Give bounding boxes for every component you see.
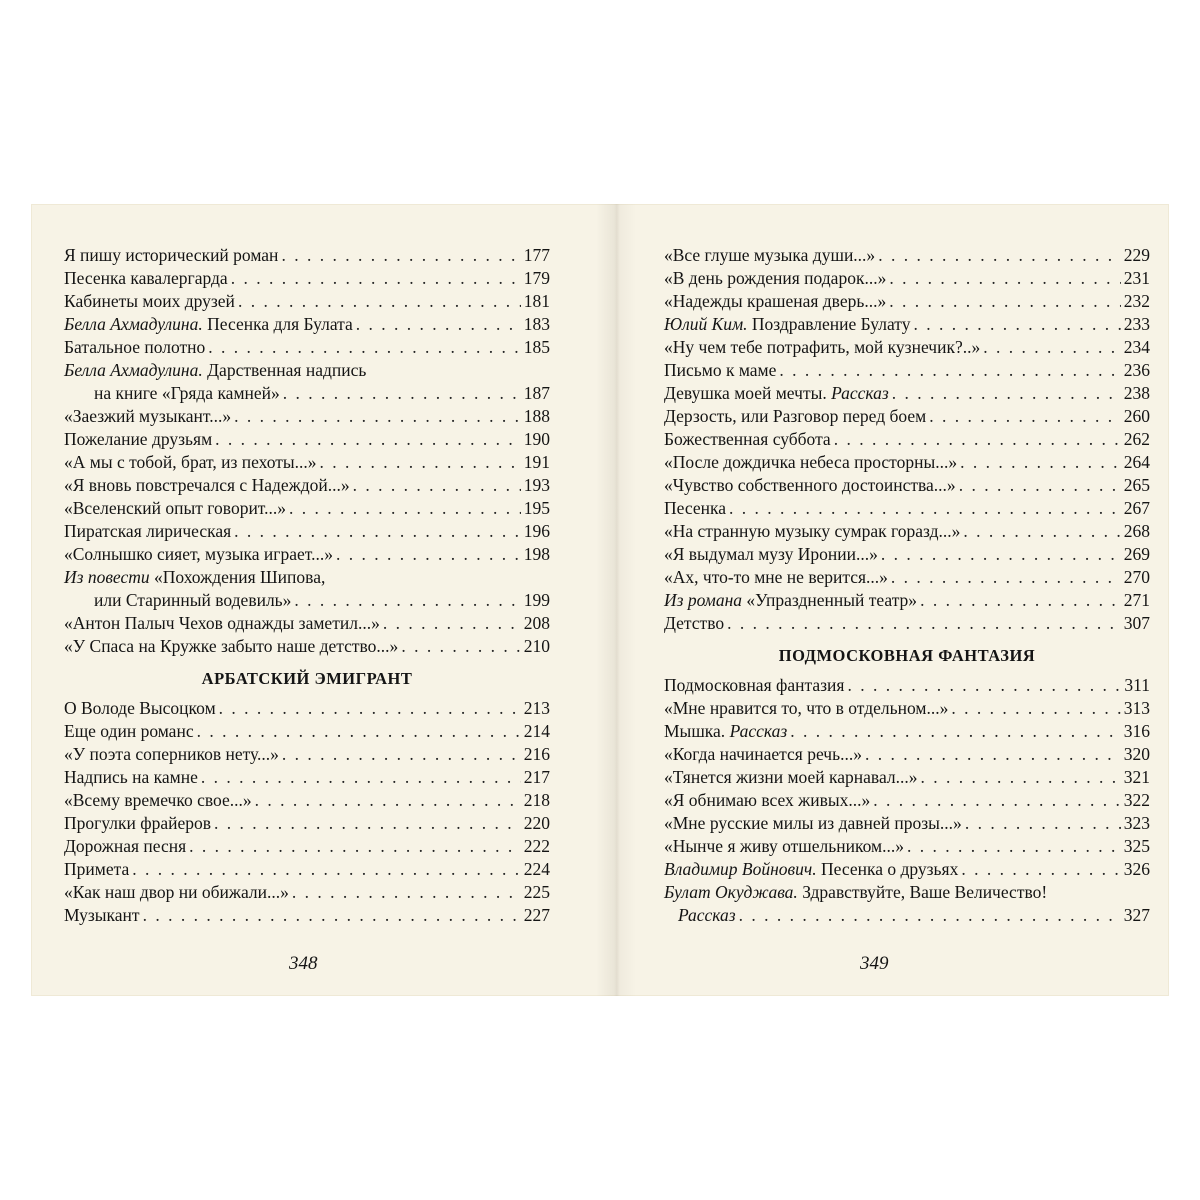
toc-entry-text: «Ну чем тебе потрафить, мой кузнечик?..» (664, 337, 981, 357)
toc-entry (664, 543, 1150, 566)
toc-entry-page: 234 (1123, 337, 1150, 357)
page-number: 348 (289, 953, 318, 974)
toc-entry-title (64, 881, 289, 904)
toc-entry-page: 320 (1123, 744, 1150, 764)
toc-entry-text: О Володе Высоцком (64, 698, 216, 718)
toc-entry-text: «Заезжий музыкант...» (64, 406, 232, 426)
toc-list (664, 674, 1150, 927)
toc-entry (64, 835, 550, 858)
toc-entry (64, 313, 550, 336)
toc-entry-text: «Я обнимаю всех живых...» (664, 790, 871, 810)
toc-entry-title (94, 589, 291, 612)
leader-dots (892, 382, 1121, 405)
toc-entry (64, 405, 550, 428)
leader-dots (383, 612, 521, 635)
toc-entry-text: Дарственная надпись (202, 360, 367, 380)
toc-entry-text: Надпись на камне (64, 767, 198, 787)
toc-entry-title (664, 405, 926, 428)
toc-entry-title (664, 743, 862, 766)
leader-dots (255, 789, 521, 812)
toc-entry (64, 766, 550, 789)
toc-entry-page: 229 (1123, 245, 1150, 265)
toc-entry-title (664, 812, 962, 835)
toc-entry-title (64, 635, 398, 658)
leader-dots (189, 835, 521, 858)
toc-entry (64, 497, 550, 520)
toc-entry-page: 199 (523, 590, 550, 610)
leader-dots (197, 720, 521, 743)
toc-entry-page: 181 (523, 291, 550, 311)
toc-entry-title (64, 359, 366, 382)
toc-entry-text: «Вселенский опыт говорит...» (64, 498, 287, 518)
toc-entry-text: «Всему времечко свое...» (64, 790, 252, 810)
toc-entry (664, 497, 1150, 520)
toc-entry-page: 214 (523, 721, 550, 741)
leader-dots (201, 766, 521, 789)
toc-entry-text: «Мне нравится то, что в отдельном...» (664, 698, 949, 718)
leader-dots (913, 313, 1120, 336)
toc-entry (64, 697, 550, 720)
toc-entry (664, 881, 1150, 904)
toc-entry-author: Из романа (664, 590, 743, 610)
toc-entry-title (94, 382, 280, 405)
toc-entry-text: «После дождичка небеса просторны...» (664, 452, 958, 472)
toc-entry-text: или Старинный водевиль» (94, 590, 292, 610)
leader-dots (951, 697, 1120, 720)
toc-entry-title (64, 697, 216, 720)
toc-entry-text: Музыкант (64, 905, 140, 925)
toc-entry (664, 789, 1150, 812)
leader-dots (238, 290, 521, 313)
leader-dots (983, 336, 1121, 359)
toc-entry-title (664, 881, 1047, 904)
leader-dots (959, 474, 1121, 497)
toc-entry (664, 267, 1150, 290)
toc-entry-genre: Рассказ (678, 905, 736, 925)
toc-entry-title (64, 858, 129, 881)
toc-entry-title (64, 313, 353, 336)
toc-entry-text: Девушка моей мечты. (664, 383, 832, 403)
toc-entry-title (664, 789, 870, 812)
toc-entry-genre: Рассказ (729, 721, 788, 741)
toc-entry-text: «Ах, что-то мне не верится...» (664, 567, 888, 587)
toc-entry-page: 321 (1123, 767, 1150, 787)
leader-dots (889, 290, 1121, 313)
toc-entry-page: 220 (523, 813, 550, 833)
toc-entry-page: 232 (1123, 291, 1150, 311)
toc-entry-page: 210 (523, 636, 550, 656)
toc-entry-title (664, 451, 957, 474)
leader-dots (847, 674, 1121, 697)
toc-entry-page: 264 (1123, 452, 1150, 472)
toc-entry-text: Подмосковная фантазия (664, 675, 845, 695)
toc-entry-page: 222 (523, 836, 550, 856)
toc-entry (64, 812, 550, 835)
toc-entry-author: Булат Окуджава. (664, 882, 798, 902)
toc-entry-title (664, 474, 956, 497)
toc-entry-title (664, 290, 886, 313)
toc-entry-text: Песенка о друзьях (816, 859, 959, 879)
leader-dots (292, 881, 521, 904)
toc-entry (64, 743, 550, 766)
toc-entry (64, 382, 550, 405)
toc-entry-page: 213 (523, 698, 550, 718)
toc-entry-title (64, 244, 278, 267)
toc-entry (64, 290, 550, 313)
toc-entry (64, 858, 550, 881)
toc-entry-title (664, 766, 917, 789)
toc-entry-title (64, 812, 211, 835)
toc-entry-page: 185 (523, 337, 550, 357)
toc-entry-title (64, 743, 279, 766)
leader-dots (219, 697, 521, 720)
leader-dots (234, 405, 521, 428)
toc-entry (664, 244, 1150, 267)
toc-entry-page: 260 (1123, 406, 1150, 426)
toc-entry (664, 612, 1150, 635)
leader-dots (143, 904, 521, 927)
toc-entry-text: Кабинеты моих друзей (64, 291, 235, 311)
toc-entry-text: «Когда начинается речь...» (664, 744, 862, 764)
toc-entry-page: 323 (1123, 813, 1150, 833)
toc-entry-title (64, 566, 325, 589)
toc-entry-title (664, 566, 888, 589)
leader-dots (834, 428, 1121, 451)
toc-entry-title (664, 589, 917, 612)
leader-dots (214, 812, 521, 835)
toc-entry-text: Детство (664, 613, 725, 633)
leader-dots (963, 520, 1120, 543)
toc-entry-title (64, 789, 252, 812)
leader-dots (965, 812, 1121, 835)
toc-entry-page: 267 (1123, 498, 1150, 518)
toc-entry-title (664, 313, 910, 336)
leader-dots (336, 543, 521, 566)
right-page-toc (664, 244, 1150, 927)
toc-entry-page: 269 (1123, 544, 1150, 564)
toc-entry-page: 217 (523, 767, 550, 787)
toc-entry-text: «У поэта соперников нету...» (64, 744, 279, 764)
toc-entry (664, 382, 1150, 405)
toc-entry (664, 835, 1150, 858)
toc-entry-page: 195 (523, 498, 550, 518)
toc-entry-text: Пиратская лирическая (64, 521, 232, 541)
toc-entry-text: «Я выдумал музу Иронии...» (664, 544, 878, 564)
toc-entry-title (678, 904, 736, 927)
toc-entry-text: Еще один романс (64, 721, 194, 741)
leader-dots (401, 635, 520, 658)
toc-entry (64, 520, 550, 543)
leader-dots (281, 244, 520, 267)
toc-entry-title (664, 497, 726, 520)
toc-entry (664, 520, 1150, 543)
toc-entry-title (64, 904, 140, 927)
toc-entry (64, 244, 550, 267)
toc-entry-text: «Солнышко сияет, музыка играет...» (64, 544, 333, 564)
toc-entry-page: 327 (1123, 905, 1150, 925)
toc-entry (664, 566, 1150, 589)
toc-entry-text: «У Спаса на Кружке забыто наше детство...» (64, 636, 399, 656)
toc-entry (64, 904, 550, 927)
toc-entry-page: 190 (523, 429, 550, 449)
leader-dots (961, 858, 1120, 881)
toc-entry-text: Поздравление Булату (747, 314, 911, 334)
toc-entry (664, 904, 1150, 927)
toc-entry-title (64, 766, 198, 789)
toc-entry (64, 612, 550, 635)
toc-entry-page: 187 (523, 383, 550, 403)
toc-entry-text: «Упраздненный театр» (742, 590, 918, 610)
toc-entry-page: 262 (1123, 429, 1150, 449)
leader-dots (215, 428, 521, 451)
toc-entry (664, 697, 1150, 720)
toc-entry (664, 451, 1150, 474)
toc-entry (64, 428, 550, 451)
toc-entry-genre: Рассказ (831, 383, 889, 403)
toc-entry-title (64, 428, 212, 451)
left-page-toc (64, 244, 550, 927)
toc-entry-title (64, 451, 317, 474)
toc-list (64, 244, 550, 658)
toc-entry-title (664, 359, 776, 382)
toc-entry (64, 359, 550, 382)
leader-dots (878, 244, 1121, 267)
toc-entry-page: 216 (523, 744, 550, 764)
toc-entry (64, 566, 550, 589)
toc-entry (664, 474, 1150, 497)
toc-entry-text: «Мне русские милы из давней прозы...» (664, 813, 962, 833)
toc-entry-text: Прогулки фрайеров (64, 813, 212, 833)
toc-entry-title (64, 835, 186, 858)
toc-entry-page: 193 (523, 475, 550, 495)
toc-entry-page: 179 (523, 268, 550, 288)
toc-entry-text: «В день рождения подарок...» (664, 268, 887, 288)
toc-entry-page: 218 (523, 790, 550, 810)
toc-entry (64, 336, 550, 359)
toc-entry-text: Пожелание друзьям (64, 429, 213, 449)
toc-entry-page: 188 (523, 406, 550, 426)
toc-entry (664, 359, 1150, 382)
leader-dots (865, 743, 1121, 766)
toc-entry-title (64, 474, 350, 497)
leader-dots (234, 520, 521, 543)
section-title: ПОДМОСКОВНАЯ ФАНТАЗИЯ (778, 646, 1036, 665)
toc-entry-text: «Я вновь повстречался с Надеждой...» (64, 475, 350, 495)
book-gutter (596, 204, 636, 996)
toc-entry-page: 268 (1123, 521, 1150, 541)
toc-entry-page: 208 (523, 613, 550, 633)
toc-entry-text: «Как наш двор ни обижали...» (64, 882, 289, 902)
toc-entry-page: 307 (1123, 613, 1150, 633)
toc-entry-page: 177 (523, 245, 550, 265)
toc-entry-page: 271 (1123, 590, 1150, 610)
leader-dots (891, 566, 1121, 589)
toc-entry-title (64, 290, 235, 313)
leader-dots (873, 789, 1120, 812)
leader-dots (920, 589, 1121, 612)
toc-entry-title (64, 497, 286, 520)
leader-dots (356, 313, 521, 336)
toc-entry (664, 766, 1150, 789)
toc-entry-text: «А мы с тобой, брат, из пехоты...» (64, 452, 317, 472)
leader-dots (727, 612, 1121, 635)
toc-entry-text: Примета (64, 859, 130, 879)
toc-entry-text: Дорожная песня (64, 836, 187, 856)
page-number: 349 (860, 953, 889, 974)
toc-entry-author: Владимир Войнович. (664, 859, 817, 879)
toc-entry-title (64, 405, 231, 428)
toc-entry-text: «Антон Палыч Чехов однажды заметил...» (64, 613, 380, 633)
toc-entry-text: «Нынче я живу отшельником...» (664, 836, 904, 856)
toc-entry (64, 720, 550, 743)
toc-entry-page: 227 (523, 905, 550, 925)
toc-entry-text: Батальное полотно (64, 337, 206, 357)
toc-entry (664, 743, 1150, 766)
toc-entry-page: 198 (523, 544, 550, 564)
toc-entry (664, 720, 1150, 743)
toc-entry-author: Юлий Ким. (664, 314, 748, 334)
leader-dots (283, 382, 521, 405)
toc-entry (64, 451, 550, 474)
leader-dots (729, 497, 1121, 520)
leader-dots (282, 743, 521, 766)
toc-entry-title (664, 720, 787, 743)
toc-entry-author: Из повести (64, 567, 150, 587)
toc-entry (64, 589, 550, 612)
toc-entry (664, 336, 1150, 359)
toc-entry-title (64, 612, 380, 635)
toc-entry-title (664, 674, 844, 697)
toc-entry-page: 236 (1123, 360, 1150, 380)
leader-dots (929, 405, 1121, 428)
leader-dots (208, 336, 521, 359)
toc-entry-page: 196 (523, 521, 550, 541)
toc-entry-page: 265 (1123, 475, 1150, 495)
leader-dots (960, 451, 1121, 474)
toc-entry-page: 270 (1123, 567, 1150, 587)
toc-entry-page: 313 (1123, 698, 1150, 718)
toc-entry-title (664, 267, 886, 290)
toc-entry (64, 543, 550, 566)
toc-entry-page: 225 (523, 882, 550, 902)
toc-entry-text: Мышка. (664, 721, 730, 741)
toc-entry-title (664, 858, 958, 881)
toc-entry (664, 405, 1150, 428)
toc-entry-text: «Похождения Шипова, (149, 567, 326, 587)
section-title: АРБАТСКИЙ ЭМИГРАНТ (201, 669, 413, 688)
leader-dots (907, 835, 1121, 858)
toc-entry-text: Письмо к маме (664, 360, 777, 380)
toc-entry-text: Дерзость, или Разговор перед боем (664, 406, 927, 426)
toc-entry-text: Здравствуйте, Ваше Величество! (797, 882, 1048, 902)
leader-dots (294, 589, 520, 612)
leader-dots (320, 451, 521, 474)
toc-entry (664, 290, 1150, 313)
toc-entry-text: Песенка (664, 498, 726, 518)
toc-entry-page: 316 (1123, 721, 1150, 741)
toc-entry-page: 322 (1123, 790, 1150, 810)
toc-entry (664, 313, 1150, 336)
toc-entry-title (64, 520, 231, 543)
toc-entry (64, 267, 550, 290)
toc-entry-page: 238 (1123, 383, 1150, 403)
toc-entry-text: «Тянется жизни моей карнавал...» (664, 767, 918, 787)
toc-entry-page: 191 (523, 452, 550, 472)
toc-entry-title (664, 520, 960, 543)
toc-entry-title (664, 612, 724, 635)
leader-dots (353, 474, 521, 497)
toc-entry (64, 474, 550, 497)
leader-dots (920, 766, 1120, 789)
toc-entry-title (64, 543, 333, 566)
toc-entry-text: «Чувство собственного достоинства...» (664, 475, 956, 495)
toc-entry-page: 326 (1123, 859, 1150, 879)
leader-dots (132, 858, 521, 881)
leader-dots (739, 904, 1121, 927)
leader-dots (779, 359, 1120, 382)
toc-entry-title (664, 382, 889, 405)
toc-entry (64, 635, 550, 658)
toc-entry (664, 858, 1150, 881)
toc-entry-title (64, 720, 194, 743)
toc-entry-title (664, 336, 980, 359)
leader-dots (790, 720, 1121, 743)
toc-entry-page: 325 (1123, 836, 1150, 856)
toc-entry (664, 428, 1150, 451)
toc-entry (64, 881, 550, 904)
toc-entry (64, 789, 550, 812)
toc-entry-text: «Все глуше музыка души...» (664, 245, 876, 265)
toc-entry-title (664, 428, 831, 451)
toc-entry-title (664, 835, 904, 858)
toc-entry-text: Песенка для Булата (202, 314, 353, 334)
toc-entry-title (64, 336, 205, 359)
toc-list (664, 244, 1150, 635)
toc-entry-page: 231 (1123, 268, 1150, 288)
toc-list (64, 697, 550, 927)
toc-entry (664, 589, 1150, 612)
toc-entry-text: на книге «Гряда камней» (94, 383, 280, 403)
toc-entry-text: Божественная суббота (664, 429, 831, 449)
toc-entry-title (664, 244, 875, 267)
toc-entry-title (664, 543, 878, 566)
toc-entry (664, 812, 1150, 835)
toc-entry-title (64, 267, 228, 290)
toc-entry-text: Песенка кавалергарда (64, 268, 228, 288)
leader-dots (881, 543, 1121, 566)
toc-entry-page: 183 (523, 314, 550, 334)
toc-entry-text: «На странную музыку сумрак горазд...» (664, 521, 961, 541)
toc-entry-page: 311 (1124, 675, 1150, 695)
toc-entry-text: «Надежды крашеная дверь...» (664, 291, 887, 311)
toc-entry-title (664, 697, 948, 720)
toc-entry-text: Я пишу исторический роман (64, 245, 279, 265)
toc-entry-page: 224 (523, 859, 550, 879)
toc-entry-author: Белла Ахмадулина. (64, 360, 203, 380)
toc-entry-page: 233 (1123, 314, 1150, 334)
leader-dots (889, 267, 1120, 290)
toc-entry-author: Белла Ахмадулина. (64, 314, 203, 334)
leader-dots (289, 497, 521, 520)
toc-entry (664, 674, 1150, 697)
leader-dots (231, 267, 521, 290)
